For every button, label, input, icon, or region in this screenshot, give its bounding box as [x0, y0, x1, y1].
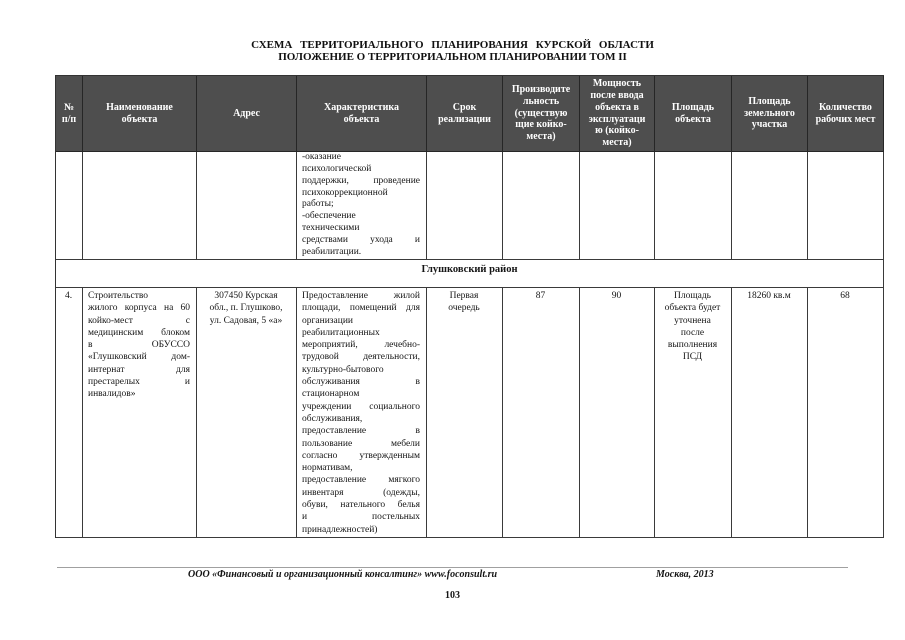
row-number: 4. [56, 288, 83, 538]
object-characteristics: Предоставление жилой площади, помещений для организации реабилитационных мероприятий, лечебно- трудовой деятельности, культурно-бытового обслуживания в стационарном учреждении социального обслуживания, предоставление в пользование мебели согласно утвержденным нормативам, предоставление мягкого инвентаря (одежды, обуви, нательного белья и постельных принадлежностей) [297, 288, 427, 538]
header-object-name: Наименование объекта [83, 76, 197, 152]
empty-cell [427, 152, 503, 260]
footer-city-year: Москва, 2013 [656, 569, 714, 580]
page-number: 103 [445, 590, 460, 601]
empty-cell [808, 152, 884, 260]
header-capacity-existing: Производите льность (существую щие койко- места) [503, 76, 580, 152]
empty-cell [732, 152, 808, 260]
land-plot-area: 18260 кв.м [732, 288, 808, 538]
header-implementation-period: Срок реализации [427, 76, 503, 152]
table-row [56, 288, 884, 538]
empty-cell [197, 152, 297, 260]
header-number: № п/п [56, 76, 83, 152]
continuation-characteristics: -оказание психологической поддержки, проведение психокоррекционной работы; -обеспечение техническими средствами ухода и реабилитации. [297, 152, 427, 260]
jobs-count: 68 [808, 288, 884, 538]
object-name: Строительство жилого корпуса на 60 койко-мест с медицинским блоком в ОБУССО «Глушковский дом- интернат для престарелых и инвалидов» [83, 288, 197, 538]
district-name: Глушковский район [56, 260, 884, 288]
object-area: Площадь объекта будет уточнена после выполнения ПСД [655, 288, 732, 538]
header-characteristics: Характеристика объекта [297, 76, 427, 152]
object-address: 307450 Курская обл., п. Глушково, ул. Садовая, 5 «а» [197, 288, 297, 538]
footer-divider [57, 567, 848, 568]
header-jobs-count: Количество рабочих мест [808, 76, 884, 152]
planning-table [55, 75, 884, 538]
footer-company: ООО «Финансовый и организационный консалтинг» www.foconsult.ru [188, 569, 498, 580]
capacity-after-commissioning: 90 [580, 288, 655, 538]
table-row-continuation [56, 152, 884, 260]
capacity-existing: 87 [503, 288, 580, 538]
empty-cell [580, 152, 655, 260]
empty-cell [503, 152, 580, 260]
empty-cell [83, 152, 197, 260]
header-address: Адрес [197, 76, 297, 152]
header-capacity-after-commissioning: Мощность после ввода объекта в эксплуатаци ю (койко- места) [580, 76, 655, 152]
document-subtitle: ПОЛОЖЕНИЕ О ТЕРРИТОРИАЛЬНОМ ПЛАНИРОВАНИИ ТОМ II [278, 51, 627, 63]
header-land-plot-area: Площадь земельного участка [732, 76, 808, 152]
table-district-row [56, 260, 884, 288]
document-title: СХЕМА ТЕРРИТОРИАЛЬНОГО ПЛАНИРОВАНИЯ КУРСКОЙ ОБЛАСТИ [251, 39, 654, 51]
table-header-row [56, 76, 884, 152]
header-object-area: Площадь объекта [655, 76, 732, 152]
empty-cell [56, 152, 83, 260]
implementation-period: Первая очередь [427, 288, 503, 538]
empty-cell [655, 152, 732, 260]
